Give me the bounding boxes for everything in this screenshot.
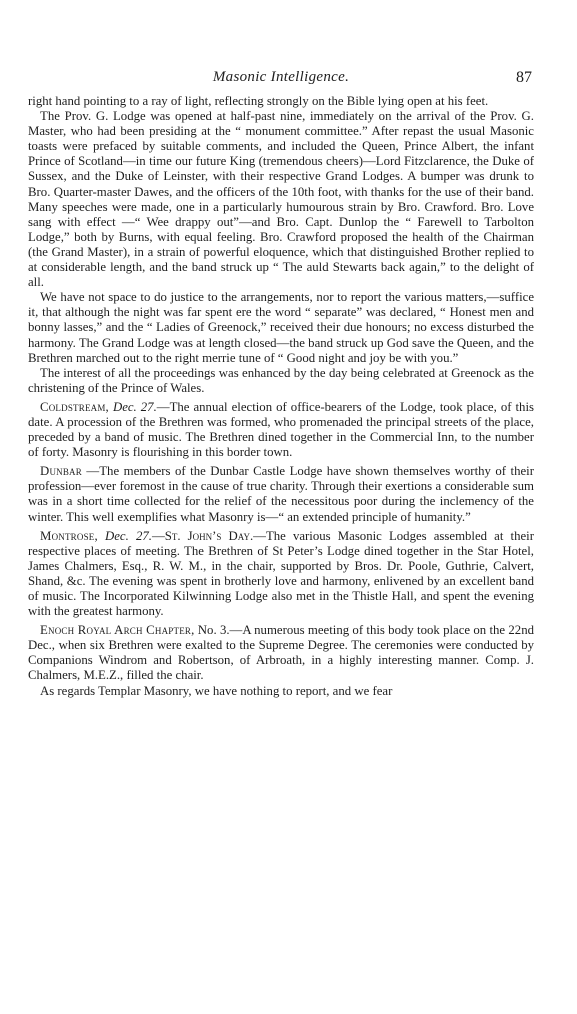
- paragraph-text: As regards Templar Masonry, we have nothing to report, and we fear: [40, 683, 393, 698]
- page-number: 87: [516, 69, 532, 86]
- paragraph-text: —The annual election of office-bearers of the Lodge, took place, of this date. A procession of the Brethren was formed, who promenaded the principal streets of the place, preceded by a band of music. The Brethren dined together in the Commercial Inn, to the number of forty. Masonry is flourishing in this border town.: [28, 399, 534, 460]
- paragraph-text: No. 3.—A numerous meeting of this body took place on the 22nd Dec., when six Brethren were exalted to the Supreme Degree. The ceremonies were conducted by Companions Windrom and Robertson, of Arbroath, in a highly interesting manner. Comp. J. Chalmers, M.E.Z., filled the chair.: [28, 623, 534, 683]
- paragraph-text: The interest of all the proceedings was enhanced by the day being celebrated at Greenock as the christening of the Prince of Wales.: [28, 365, 534, 395]
- article-body: [28, 94, 534, 699]
- paragraph-text: —The various Masonic Lodges assembled at their respective places of meeting. The Brethren of St Peter’s Lodge dined together in the Star Hotel, James Chalmers, Esq., R. W. M., in the chair, supported by Bros. Dr. Poole, Guthrie, Calvert, Shand, &c. The evening was spent in brotherly love and harmony, enlivened by an excellent band of music. The Incorporated Kilwinning Lodge also met in the Thistle Hall, and spent the evening with the greatest harmony.: [28, 528, 534, 619]
- place-heading: Dunbar: [40, 464, 82, 479]
- paragraph-continued: [28, 94, 534, 109]
- place-heading: Enoch Royal Arch Chapter,: [40, 623, 195, 638]
- place-heading: Montrose,: [40, 528, 98, 543]
- paragraph-text: right hand pointing to a ray of light, reflecting strongly on the Bible lying open at his feet.: [28, 94, 489, 108]
- paragraph-greenock-christening: [28, 366, 534, 396]
- paragraph-greenock-banquet: [28, 109, 534, 290]
- paragraph-enoch-chapter: [28, 623, 534, 683]
- paragraph-templar: [28, 684, 534, 699]
- paragraph-text: We have not space to do justice to the arrangements, nor to report the various matters,—suffice it, that although the night was far spent ere the word “ separate” was declared, “ Honest men and bonny lasses,” and the “ Ladies of Greenock,” received their due honours; no excess disturbed the harmony. The Grand Lodge was at length closed—the band struck up God save the Queen, and the Brethren marched out to the right merrie tune of “ Good night and joy be with you.”: [28, 290, 534, 365]
- running-title: Masonic Intelligence.: [212, 69, 350, 85]
- place-heading: Coldstream,: [40, 399, 109, 414]
- running-head: [28, 70, 534, 92]
- date-label: Dec. 27.: [105, 528, 152, 543]
- document-page: [28, 70, 534, 699]
- paragraph-greenock-arrangements: [28, 290, 534, 365]
- paragraph-dunbar: [28, 464, 534, 524]
- date-label: Dec. 27.: [112, 399, 157, 414]
- paragraph-coldstream: [28, 400, 534, 460]
- paragraph-text: —The members of the Dunbar Castle Lodge have shown themselves worthy of their profession—ever foremost in the cause of true charity. Through their exertions a considerable sum was in a short time collected for the relief of the necessitous poor during the inclemency of the winter. This well exemplifies what Masonry is—“ an extended principle of humanity.”: [28, 464, 534, 524]
- feast-label: —St. John’s Day.: [151, 528, 254, 543]
- paragraph-montrose: [28, 529, 534, 620]
- paragraph-text: The Prov. G. Lodge was opened at half-past nine, immediately on the arrival of the Prov. G. Master, who had been presiding at the “ monument committee.” After repast the usual Masonic toasts were prefaced by suitable comments, and included the Queen, Prince Albert, the infant Prince of Scotland—in time our future King (tremendous cheers)—Lord Fitzclarence, the Duke of Sussex, and the Duke of Leinster, with their respective Grand Lodges. A bumper was drunk to Bro. Quarter-master Dawes, and the officers of the 10th foot, with thanks for the use of their band. Many speeches were made, one in a particularly humourous strain by Bro. Crawford. Bro. Love sang with effect —“ Wee drappy out”—and Bro. Capt. Dunlop the “ Farewell to Tarbolton Lodge,” both by Burns, with equal feeling. Bro. Crawford proposed the health of the Chairman (the Grand Master), in a strain of powerful eloquence, which that distinguished Brother replied to at considerable length, and the band struck up “ The auld Stewarts back again,” to the delight of all.: [28, 109, 534, 290]
